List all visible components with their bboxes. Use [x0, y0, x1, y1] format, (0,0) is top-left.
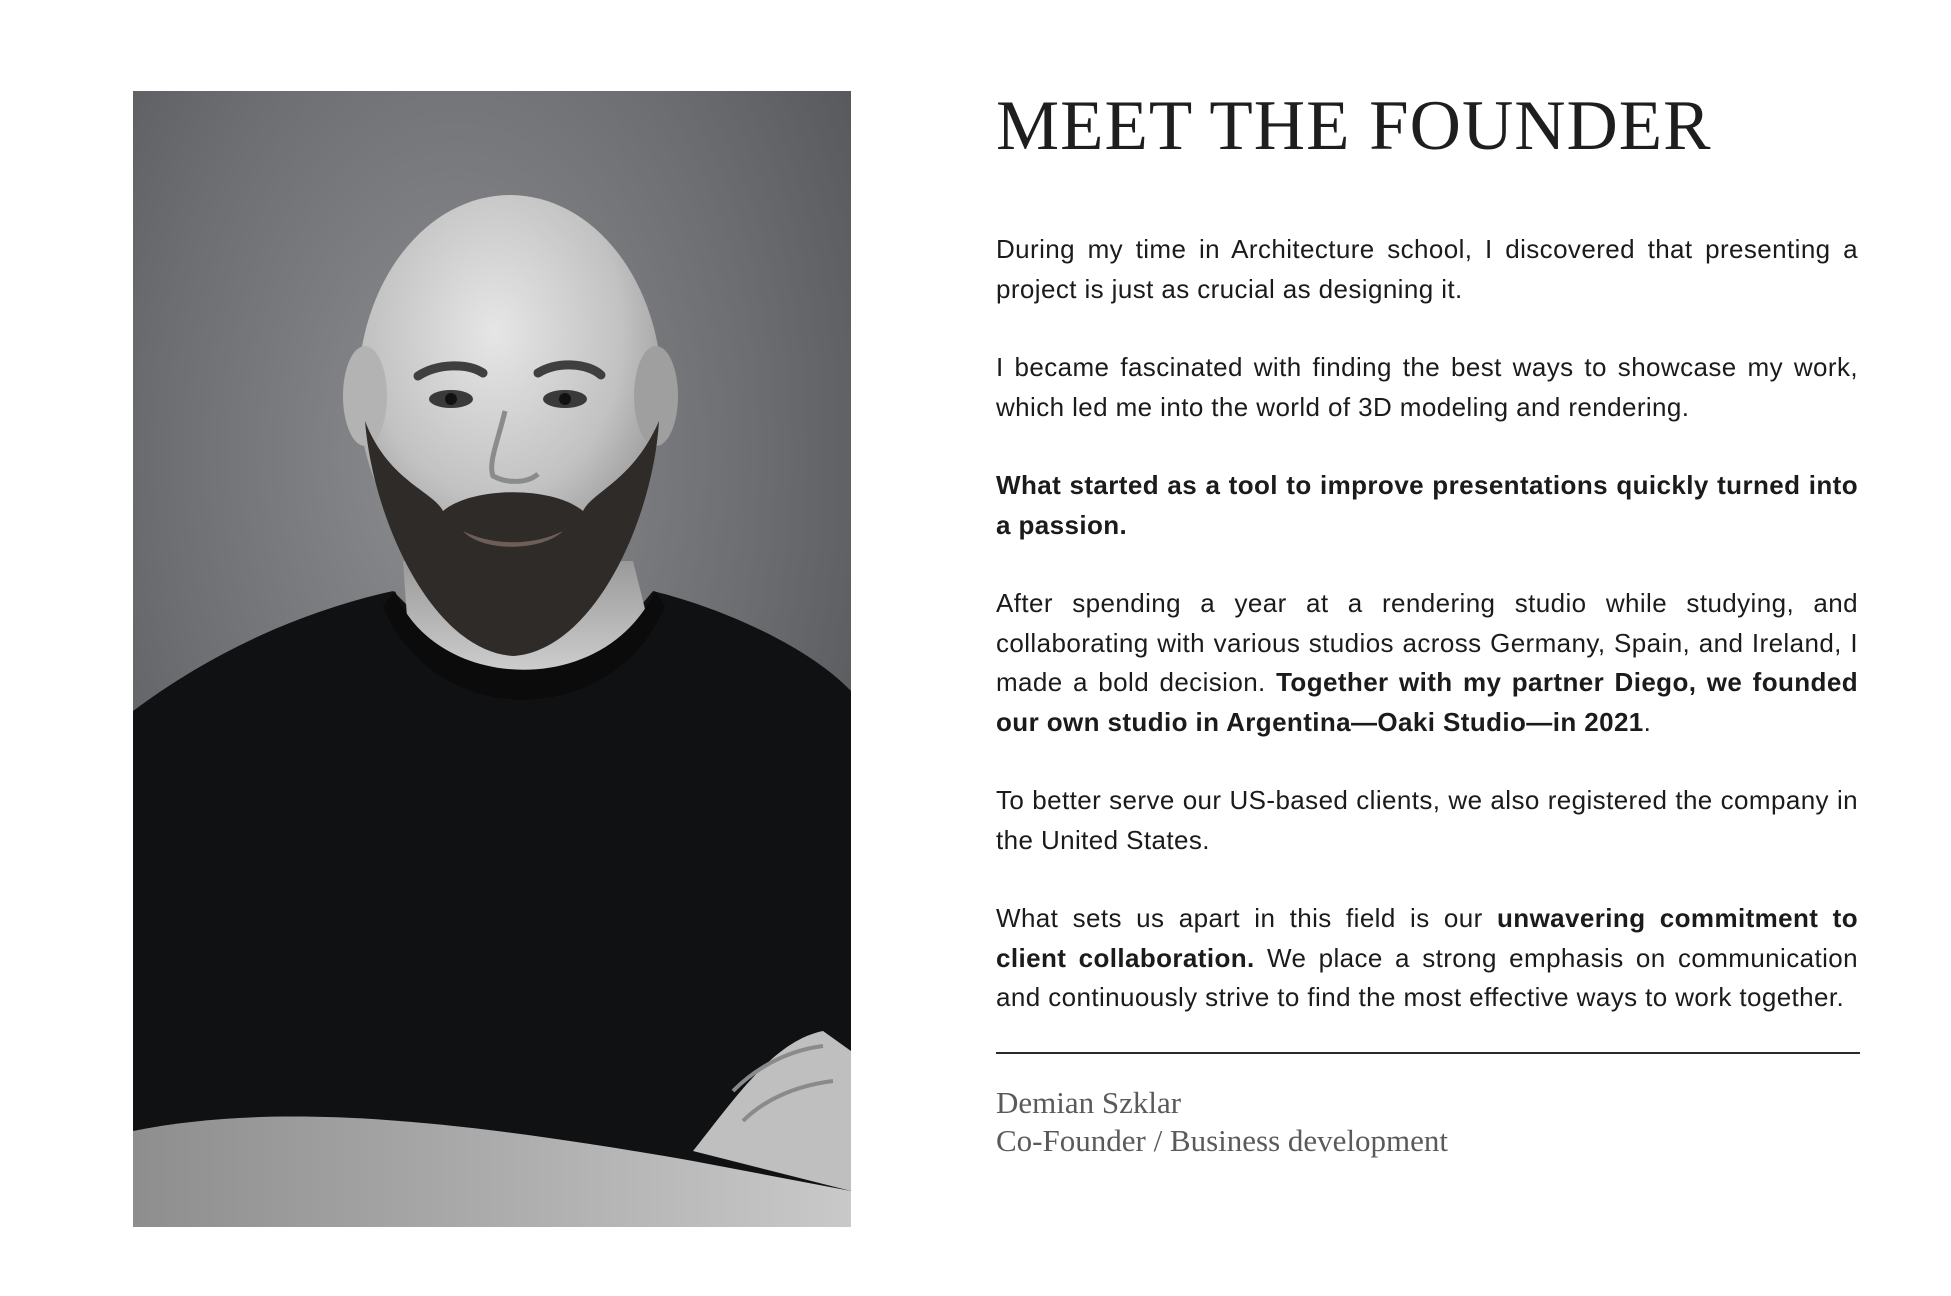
founder-text-column [996, 86, 1858, 1160]
paragraph-studio-founding-bold: Together with my partner Diego, we founded our own studio in Argentina—Oaki Studio—in 2021 [996, 667, 1858, 737]
page-title: MEET THE FOUNDER [996, 87, 1712, 165]
paragraph-studio-founding [996, 584, 1858, 742]
founder-portrait-icon [133, 91, 851, 1227]
paragraph-architecture-school: During my time in Architecture school, I discovered that presenting a project is just as crucial as designing it. [996, 234, 1858, 304]
founder-portrait-photo [133, 91, 851, 1227]
paragraph-studio-founding-end: . [1643, 706, 1652, 737]
paragraph-passion [996, 466, 1858, 545]
paragraph-commitment-end: We place a strong emphasis on communication and continuously strive to find the most effective ways to work together. [996, 942, 1858, 1012]
paragraph-commitment-text: What sets us apart in this field is our [996, 903, 1497, 933]
paragraph-3d-modeling: I became fascinated with finding the best ways to showcase my work, which led me into the world of 3D modeling and rendering. [996, 352, 1858, 422]
signature-name: Demian Szklar [996, 1084, 1182, 1120]
signature-divider [996, 1052, 1860, 1054]
signature-role: Co-Founder / Business development [996, 1122, 1449, 1158]
paragraph-commitment-bold: unwavering commitment to client collaboration. [996, 903, 1859, 973]
paragraph-studio-founding-text: After spending a year at a rendering studio while studying, and collaborating with various studios across Germany, Spain, and Ireland, I made a bold decision. [996, 588, 1858, 697]
paragraph-us-clients: To better serve our US-based clients, we also registered the company in the United States. [996, 785, 1858, 855]
paragraph-commitment [996, 899, 1858, 1018]
paragraph-passion-bold: What started as a tool to improve presentations quickly turned into a passion. [996, 470, 1858, 540]
